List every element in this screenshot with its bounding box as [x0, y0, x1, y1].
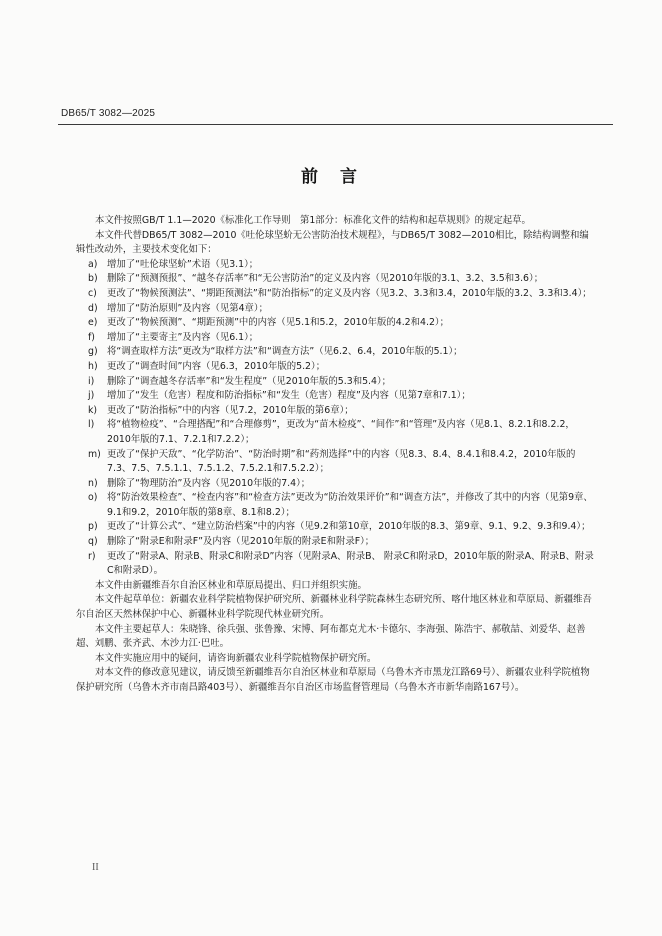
list-item	[76, 389, 598, 404]
item-text: 将“防治效果检查”、“检查内容”和“检查方法”更改为“防治效果评价”和“调查方法”，并修改了其中的内容（见第9章、9.1和9.2，2010年版的第8章、8.1和8.2）；	[107, 492, 593, 518]
list-item	[76, 272, 598, 287]
header-rule	[58, 124, 613, 125]
list-item	[76, 520, 598, 535]
item-label: i)	[88, 375, 95, 387]
item-label: m)	[88, 448, 101, 460]
item-label: l)	[88, 419, 95, 431]
list-item	[76, 418, 598, 447]
list-item	[76, 477, 598, 492]
list-item	[76, 550, 598, 579]
list-item	[76, 535, 598, 550]
item-text: 更改了“调查时间”内容（见6.3，2010年版的5.2）；	[107, 360, 326, 372]
item-label: o)	[88, 492, 98, 504]
item-text: 更改了“防治指标”中的内容（见7.2，2010年版的第6章）；	[107, 404, 354, 416]
item-text: 增加了“发生（危害）程度和防治指标”和“发生（危害）程度”及内容（见第7章和7.1）；	[107, 390, 471, 402]
feedback-paragraph: 对本文件的修改意见建议，请反馈至新疆维吾尔自治区林业和草原局（乌鲁木齐市黑龙江路69号）、新疆农业科学院植物保护研究所（乌鲁木齐市南昌路403号）、新疆维吾尔自治区市场监督管理局（乌鲁木齐市新华南路167号）。	[76, 667, 590, 693]
item-label: q)	[88, 536, 98, 548]
item-text: 增加了“防治原则”及内容（见第4章）；	[107, 302, 268, 314]
list-item	[76, 404, 598, 419]
item-text: 更改了“计算公式”、“建立防治档案”中的内容（见9.2和第10章，2010年版的8.3、第9章、9.1、9.2、9.3和9.4）；	[107, 521, 591, 533]
list-item	[76, 448, 598, 477]
item-label: j)	[88, 390, 95, 402]
inquiry-paragraph: 本文件实施应用中的疑问，请咨询新疆农业科学院植物保护研究所。	[95, 652, 377, 664]
list-item	[76, 258, 598, 273]
item-text: 更改了“物候预测法”、“期距预测法”和“防治指标”的定义及内容（见3.2、3.3和3.4，2010年版的3.2、3.3和3.4）；	[107, 287, 592, 299]
item-text: 删除了“附录E和附录F”及内容（见2010年版的附录E和附录F）；	[107, 536, 375, 548]
drafting-units-paragraph: 本文件起草单位：新疆农业科学院植物保护研究所、新疆林业科学院森林生态研究所、喀什地区林业和草原局、新疆维吾尔自治区天然林保护中心、新疆林业科学院现代林业研究所。	[76, 594, 592, 621]
list-item	[76, 375, 598, 390]
item-label: k)	[88, 404, 98, 416]
item-label: a)	[88, 258, 98, 270]
item-text: 更改了“物候预测”、“期距预测”中的内容（见5.1和5.2，2010年版的4.2和4.2）；	[107, 317, 449, 329]
proposer-paragraph: 本文件由新疆维吾尔自治区林业和草原局提出、归口并组织实施。	[95, 579, 367, 591]
page-number: II	[92, 862, 99, 873]
item-text: 删除了“物理防治”及内容（见2010年版的7.4）；	[107, 477, 311, 489]
intro-paragraph: 本文件按照GB/T 1.1—2020《标准化工作导则 第1部分：标准化文件的结构和起草规则》的规定起草。	[95, 215, 531, 226]
item-label: c)	[88, 287, 97, 299]
changes-list	[76, 258, 598, 579]
item-text: 删除了“预测预报”、“越冬存活率”和“无公害防治”的定义及内容（见2010年版的3.1、3.2、3.5和3.6）；	[107, 273, 544, 285]
item-label: d)	[88, 302, 98, 314]
foreword-body	[76, 214, 598, 696]
list-item	[76, 302, 598, 317]
item-label: e)	[88, 317, 98, 329]
list-item	[76, 287, 598, 302]
item-text: 更改了“附录A、附录B、附录C和附录D”内容（见附录A、附录B、 附录C和附录D，2010年版的附录A、附录B、附录C和附录D）。	[107, 550, 594, 577]
item-text: 更改了“保护天敌”、“化学防治”、“防治时期”和“药剂选择”中的内容（见8.3、8.4、8.4.1和8.4.2，2010年版的7.3、7.5、7.5.1.1、7.5.1.2、7.5.2.1和7.5.2.2）；	[107, 448, 576, 475]
item-text: 将“调查取样方法”更改为“取样方法”和“调查方法”（见6.2、6.4，2010年版的5.1）；	[107, 346, 463, 358]
list-item	[76, 316, 598, 331]
list-item	[76, 345, 598, 360]
item-label: h)	[88, 360, 98, 372]
drafters-paragraph: 本文件主要起草人：朱晓锋、徐兵强、张鲁豫、宋博、阿布都克尤木·卡德尔、李海强、陈浩宇、郝敬喆、刘爱华、赵善超、刘鹏、张齐武、木沙力江·巴吐。	[76, 623, 586, 650]
list-item	[76, 491, 598, 520]
document-code: DB65/T 3082—2025	[61, 108, 156, 119]
item-label: f)	[88, 331, 95, 343]
item-label: b)	[88, 273, 98, 285]
item-text: 删除了“调查越冬存活率”和“发生程度”（见2010年版的5.3和5.4）；	[107, 375, 392, 387]
item-text: 增加了“吐伦球坚蚧”术语（见3.1）；	[107, 258, 259, 270]
page-title: 前言	[301, 167, 379, 187]
item-text: 增加了“主要寄主”及内容（见6.1）；	[107, 331, 259, 343]
item-label: g)	[88, 346, 98, 358]
item-label: n)	[88, 477, 98, 489]
item-label: r)	[88, 550, 96, 562]
item-label: p)	[88, 521, 98, 533]
list-item	[76, 331, 598, 346]
list-item	[76, 360, 598, 375]
intro-paragraph: 本文件代替DB65/T 3082—2010《吐伦球坚蚧无公害防治技术规程》，与DB65/T 3082—2010相比，除结构调整和编辑性改动外，主要技术变化如下：	[76, 229, 589, 256]
item-text: 将“植物检疫”、“合理搭配”和“合理修剪”，更改为“苗木检疫”、“间作”和“管理”及内容（见8.1、8.2.1和8.2.2，2010年版的7.1、7.2.1和7.2.2）；	[107, 419, 575, 445]
